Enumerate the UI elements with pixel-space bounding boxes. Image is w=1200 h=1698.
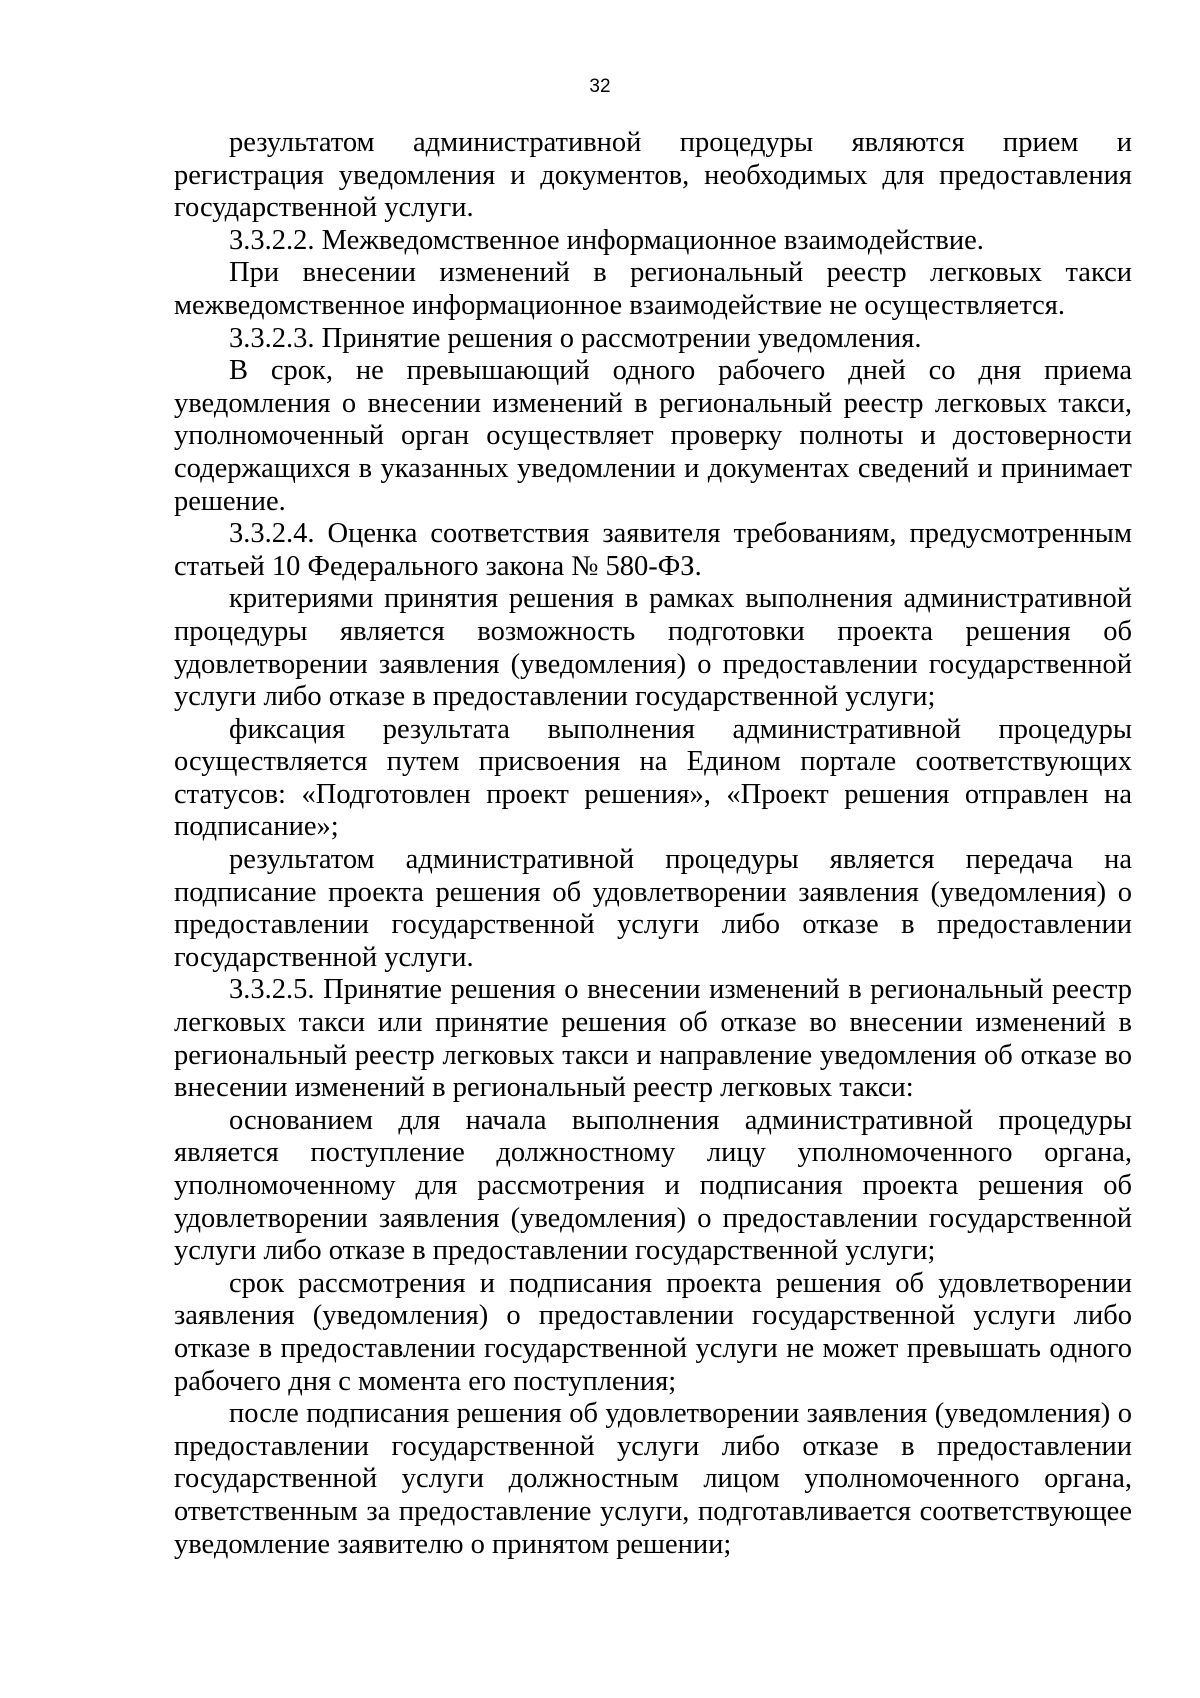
paragraph: результатом административной процедуры является передача на подписание проекта решения об удовлетворении заявления (уведомления) о предоставлении государственной услуги либо отказе в предоставлении государственной услуги. xyxy=(174,844,1132,973)
paragraph: 3.3.2.3. Принятие решения о рассмотрении уведомления. xyxy=(229,322,922,354)
paragraph: основанием для начала выполнения административной процедуры является поступление должностному лицу уполномоченного органа, уполномоченному для рассмотрения и подписания проекта решения об удовлетворении заявления (уведомления) о предоставлении государственной услуги либо отказе в предоставлении государственной услуги; xyxy=(174,1104,1132,1267)
paragraph: после подписания решения об удовлетворении заявления (уведомления) о предоставлении государственной услуги либо отказе в предоставлении государственной услуги должностным лицом уполномоченного органа, ответственным за предоставление услуги, подготавливается соответствующее уведомление заявителю о принятом решении; xyxy=(174,1398,1132,1560)
paragraph: При внесении изменений в региональный реестр легковых такси межведомственное информационное взаимодействие не осуществляется. xyxy=(174,257,1132,321)
paragraph: фиксация результата выполнения административной процедуры осуществляется путем присвоения на Едином портале соответствующих статусов: «Подготовлен проект решения», «Проект решения отправлен на подписание»; xyxy=(174,713,1132,843)
paragraph: критериями принятия решения в рамках выполнения административной процедуры является возможность подготовки проекта решения об удовлетворении заявления (уведомления) о предоставлении государственной услуги либо отказе в предоставлении государственной услуги; xyxy=(174,583,1132,713)
paragraph: 3.3.2.4. Оценка соответствия заявителя требованиям, предусмотренным статьей 10 Федерального закона № 580-ФЗ. xyxy=(174,518,1132,582)
paragraph: 3.3.2.5. Принятие решения о внесении изменений в региональный реестр легковых такси или принятие решения об отказе во внесении изменений в региональный реестр легковых такси и направление уведомления об отказе во внесении изменений в региональный реестр легковых такси: xyxy=(174,974,1132,1104)
page-number: 32 xyxy=(589,76,611,97)
body-text xyxy=(174,127,1132,1561)
paragraph: срок рассмотрения и подписания проекта решения об удовлетворении заявления (уведомления) о предоставлении государственной услуги либо отказе в предоставлении государственной услуги не может превышать одного рабочего дня с момента его поступления; xyxy=(174,1267,1132,1397)
paragraph: В срок, не превышающий одного рабочего дней со дня приема уведомления о внесении изменений в региональный реестр легковых такси, уполномоченный орган осуществляет проверку полноты и достоверности содержащихся в указанных уведомлении и документах сведений и принимает решение. xyxy=(174,355,1132,517)
paragraph: результатом административной процедуры являются прием и регистрация уведомления и документов, необходимых для предоставления государственной услуги. xyxy=(174,127,1132,224)
paragraph: 3.3.2.2. Межведомственное информационное взаимодействие. xyxy=(229,224,984,256)
